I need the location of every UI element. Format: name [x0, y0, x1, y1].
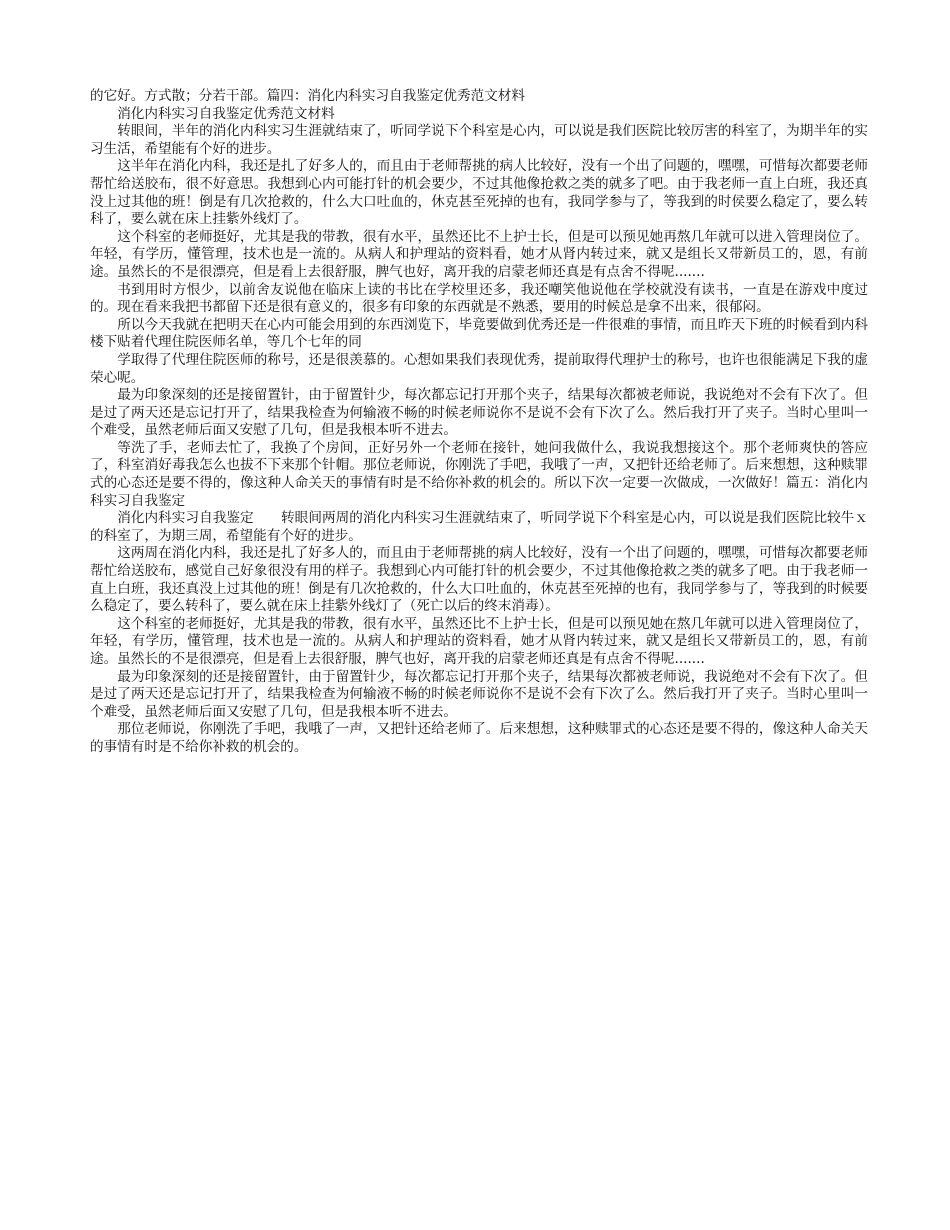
paragraph: 等洗了手，老师去忙了，我换了个房间，正好另外一个老师在接针，她问我做什么，我说我想接这个。那个老师爽快的答应了，科室消好毒我怎么也拔不下来那个针帽。那位老师说，你刚洗了手吧，我哦了一声，又把针还给老师了。后来想想，这种赎罪式的心态还是要不得的，像这种人命关天的事情有时是不给你补救的机会的。所以下次一定要一次做成，一次做好！篇五：消化内科实习自我鉴定	[90, 439, 868, 509]
paragraph: 这半年在消化内科，我还是扎了好多人的，而且由于老师帮挑的病人比较好，没有一个出了问题的，嘿嘿，可惜每次都要老师帮忙给送胶布，很不好意思。我想到心内可能打针的机会要少，不过其他像抢救之类的就多了吧。由于我老师一直上白班，我还真没上过其他的班！倒是有几次抢救的，什么大口吐血的，休克甚至死掉的也有，我同学参与了，等我到的时侯要么稳定了，要么转科了，要么就在床上挂紫外线灯了。	[90, 158, 868, 228]
document-page	[90, 88, 868, 757]
paragraph: 最为印象深刻的还是接留置针，由于留置针少，每次都忘记打开那个夹子，结果每次都被老师说，我说绝对不会有下次了。但是过了两天还是忘记打开了，结果我检查为何输液不畅的时候老师说你不是说不会有下次了么。然后我打开了夹子。当时心里叫一个难受，虽然老师后面又安慰了几句，但是我根本听不进去。	[90, 387, 868, 439]
paragraph-intro: 的它好。方式散；分若干部。篇四：消化内科实习自我鉴定优秀范文材料	[90, 88, 525, 104]
paragraph: 消化内科实习自我鉴定 转眼间两周的消化内科实习生涯就结束了，听同学说下个科室是心内，可以说是我们医院比较牛ｘ的科室了，为期三周，希望能有个好的进步。	[90, 510, 868, 544]
section-heading: 消化内科实习自我鉴定优秀范文材料	[117, 105, 335, 122]
paragraph: 学取得了代理住院医师的称号，还是很羡慕的。心想如果我们表现优秀，提前取得代理护士的称号，也许也很能满足下我的虚荣心呢。	[90, 351, 868, 386]
paragraph: 这个科室的老师挺好，尤其是我的带教，很有水平，虽然还比不上护士长，但是可以预见她再熬几年就可以进入管理岗位了。年轻，有学历，懂管理，技术也是一流的。从病人和护理站的资料看，她才从肾内转过来，就又是组长又带新员工的，恩，有前途。虽然长的不是很漂亮，但是看上去很舒服，脾气也好，离开我的启蒙老师还真是有点舍不得呢.......	[90, 228, 868, 280]
paragraph: 转眼间，半年的消化内科实习生涯就结束了，听同学说下个科室是心内，可以说是我们医院比较厉害的科室了，为期半年的实习生活，希望能有个好的进步。	[90, 123, 868, 157]
paragraph: 所以今天我就在把明天在心内可能会用到的东西浏览下，毕竟要做到优秀还是一件很难的事情，而且昨天下班的时候看到内科楼下贴着代理住院医师名单，等几个七年的同	[90, 316, 868, 351]
paragraph: 这两周在消化内科，我还是扎了好多人的，而且由于老师帮挑的病人比较好，没有一个出了问题的，嘿嘿，可惜每次都要老师帮忙给送胶布，感觉自己好象很没有用的样子。我想到心内可能打针的机会要少，不过其他像抢救之类的就多了吧。由于我老师一直上白班，我还真没上过其他的班！倒是有几次抢救的，什么大口吐血的，休克甚至死掉的也有，我同学参与了，等我到的时候要么稳定了，要么转科了，要么就在床上挂紫外线灯了（死亡以后的终末消毒）。	[90, 545, 868, 615]
paragraph: 这个科室的老师挺好，尤其是我的带教，很有水平，虽然还比不上护士长，但是可以预见她在熬几年就可以进入管理岗位了，年轻，有学历，懂管理，技术也是一流的。从病人和护理站的资料看，她才从肾内转过来，就又是组长又带新员工的，恩，有前途。虽然长的不是很漂亮，但是看上去很舒服，脾气也好，离开我的启蒙老师还真是有点舍不得呢.......	[90, 615, 868, 667]
paragraph: 最为印象深刻的还是接留置针，由于留置针少，每次都忘记打开那个夹子，结果每次都被老师说，我说绝对不会有下次了。但是过了两天还是忘记打开了，结果我检查为何输液不畅的时候老师说你不是说不会有下次了么。然后我打开了夹子。当时心里叫一个难受，虽然老师后面又安慰了几句，但是我根本听不进去。	[90, 668, 868, 720]
paragraph: 书到用时方恨少，以前舍友说他在临床上读的书比在学校里还多，我还嘲笑他说他在学校就没有读书，一直是在游戏中度过的。现在看来我把书都留下还是很有意义的，很多有印象的东西就是不熟悉，要用的时候总是拿不出来，很郁闷。	[90, 281, 868, 316]
paragraph: 那位老师说，你刚洗了手吧，我哦了一声，又把针还给老师了。后来想想，这种赎罪式的心态还是要不得的，像这种人命关天的事情有时是不给你补救的机会的。	[90, 721, 868, 755]
